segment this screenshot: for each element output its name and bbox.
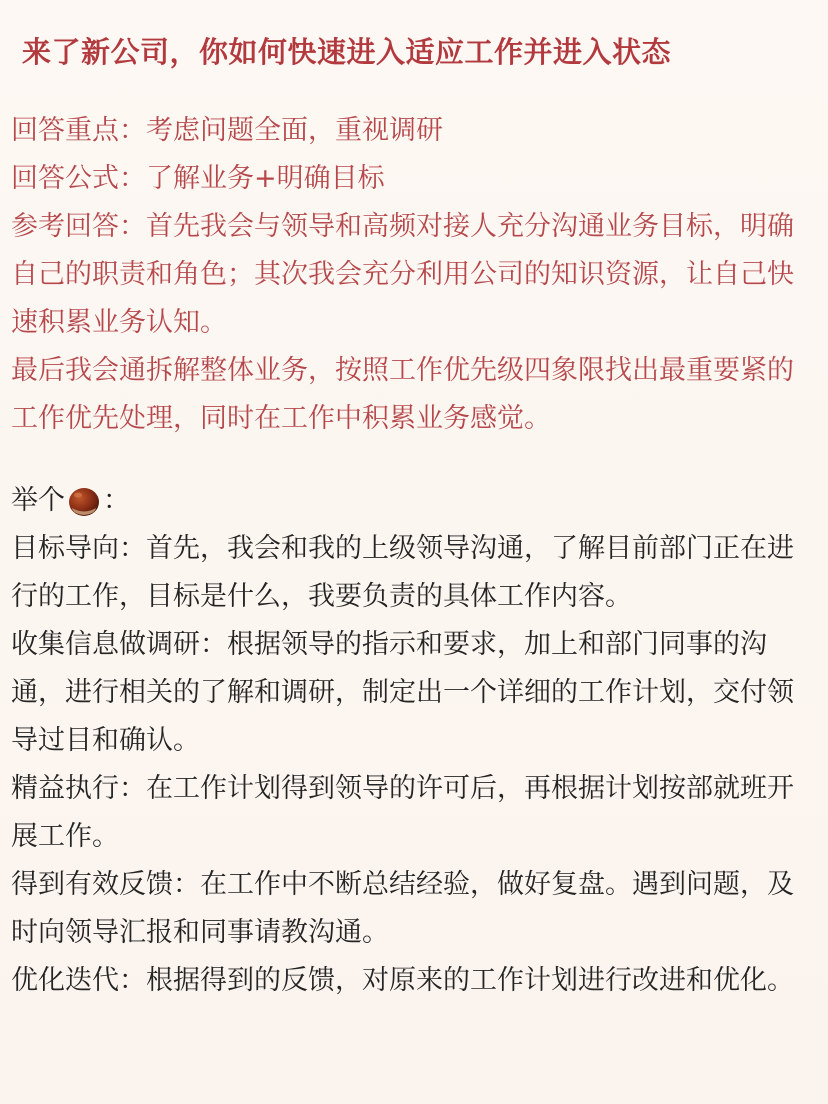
- answer-key-point: 回答重点：考虑问题全面，重视调研: [11, 115, 443, 146]
- page-title: 来了新公司，你如何快速进入适应工作并进入状态: [22, 35, 672, 69]
- answer-section: [11, 107, 811, 443]
- example-item-research: 收集信息做调研：根据领导的指示和要求，加上和部门同事的沟通，进行相关的了解和调研，制定出一个详细的工作计划，交付领导过目和确认。: [11, 629, 794, 756]
- example-item-feedback: 得到有效反馈：在工作中不断总结经验，做好复盘。遇到问题，及时向领导汇报和同事请教沟通。: [11, 869, 794, 948]
- example-prefix: 举个: [11, 485, 65, 516]
- example-item-execute: 精益执行：在工作计划得到领导的许可后，再根据计划按部就班开展工作。: [11, 773, 794, 852]
- example-item-goal: 目标导向：首先，我会和我的上级领导沟通，了解目前部门正在进行的工作，目标是什么，我要负责的具体工作内容。: [11, 533, 794, 612]
- answer-formula: 回答公式：了解业务+明确目标: [11, 163, 385, 194]
- chestnut-icon: [67, 484, 101, 518]
- example-heading: [11, 477, 811, 525]
- example-item-iterate: 优化迭代：根据得到的反馈，对原来的工作计划进行改进和优化。: [11, 965, 794, 996]
- answer-final: 最后我会通拆解整体业务，按照工作优先级四象限找出最重要紧的工作优先处理，同时在工作中积累业务感觉。: [11, 355, 794, 434]
- answer-reference: 参考回答：首先我会与领导和高频对接人充分沟通业务目标，明确自己的职责和角色；其次我会充分利用公司的知识资源，让自己快速积累业务认知。: [11, 211, 794, 338]
- example-suffix: ：: [103, 485, 130, 516]
- example-section: [11, 477, 811, 1005]
